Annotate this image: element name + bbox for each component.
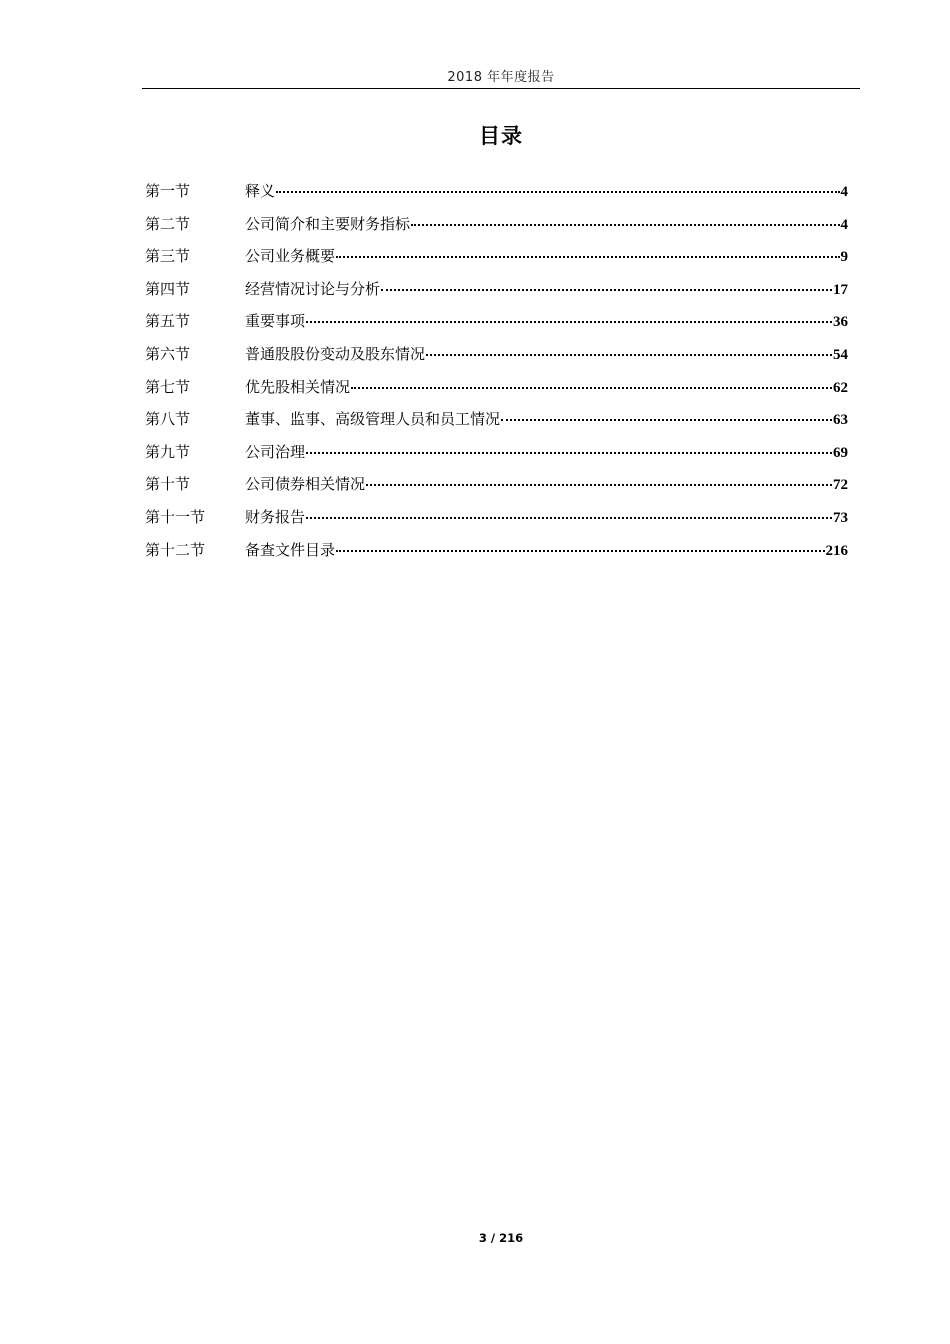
toc-page-number: 69 <box>833 444 848 461</box>
toc-section-number: 第一节 <box>145 182 191 200</box>
toc-section-title: 董事、监事、高级管理人员和员工情况 <box>245 410 501 429</box>
toc-section-title: 财务报告 <box>245 507 306 526</box>
toc-section-number: 第十二节 <box>145 540 206 559</box>
toc-dot-leader <box>501 419 832 421</box>
toc-section-number: 第七节 <box>145 377 191 396</box>
toc-entry[interactable] <box>145 441 848 474</box>
toc-entry[interactable] <box>145 310 848 343</box>
toc-list <box>145 180 848 571</box>
toc-entry[interactable] <box>145 376 848 409</box>
toc-section-number: 第六节 <box>145 344 191 363</box>
toc-section-title: 公司治理 <box>245 442 306 461</box>
toc-section-number: 第十一节 <box>145 507 206 526</box>
toc-entry[interactable] <box>145 473 848 506</box>
toc-page-number: 63 <box>833 412 848 429</box>
toc-page-number: 62 <box>833 379 848 396</box>
toc-page-number: 36 <box>833 314 848 331</box>
toc-section-number: 第四节 <box>145 279 191 298</box>
toc-page-number: 216 <box>825 542 848 559</box>
page-number-footer: 3 / 216 <box>478 1231 524 1245</box>
running-header: 2018 年年度报告 <box>447 70 555 85</box>
toc-section-title: 重要事项 <box>245 312 306 331</box>
header-divider <box>142 88 860 89</box>
toc-dot-leader <box>411 224 839 226</box>
toc-entry[interactable] <box>145 245 848 278</box>
toc-entry[interactable] <box>145 278 848 311</box>
toc-page-number: 4 <box>840 216 848 233</box>
toc-section-title: 经营情况讨论与分析 <box>245 279 381 298</box>
toc-dot-leader <box>306 321 832 323</box>
toc-dot-leader <box>336 256 839 258</box>
toc-dot-leader <box>426 354 832 356</box>
toc-title: 目录 <box>479 124 523 148</box>
toc-page-number: 17 <box>833 281 848 298</box>
toc-page-number: 54 <box>833 346 848 363</box>
toc-section-title: 普通股股份变动及股东情况 <box>245 344 426 363</box>
toc-entry[interactable] <box>145 213 848 246</box>
toc-section-number: 第二节 <box>145 214 191 233</box>
toc-dot-leader <box>381 289 832 291</box>
toc-section-title: 备查文件目录 <box>245 540 336 559</box>
toc-section-title: 公司债券相关情况 <box>245 475 366 494</box>
toc-section-title: 公司简介和主要财务指标 <box>245 214 411 233</box>
toc-page-number: 9 <box>840 249 848 266</box>
toc-dot-leader <box>351 387 832 389</box>
toc-page-number: 4 <box>840 184 848 200</box>
toc-dot-leader <box>306 452 832 454</box>
toc-entry[interactable] <box>145 506 848 539</box>
toc-entry[interactable] <box>145 408 848 441</box>
toc-entry[interactable] <box>145 180 848 213</box>
toc-section-number: 第三节 <box>145 247 191 266</box>
toc-dot-leader <box>306 517 832 519</box>
toc-entry[interactable] <box>145 539 848 572</box>
toc-dot-leader <box>366 484 832 486</box>
toc-section-number: 第五节 <box>145 312 191 331</box>
toc-section-number: 第八节 <box>145 410 191 429</box>
toc-section-number: 第九节 <box>145 442 191 461</box>
toc-section-title: 公司业务概要 <box>245 247 336 266</box>
toc-dot-leader <box>336 550 824 552</box>
toc-section-title: 释义 <box>245 182 276 200</box>
toc-section-title: 优先股相关情况 <box>245 377 351 396</box>
toc-entry[interactable] <box>145 343 848 376</box>
toc-section-number: 第十节 <box>145 475 191 494</box>
toc-page-number: 72 <box>833 477 848 494</box>
toc-dot-leader <box>276 191 839 193</box>
toc-page-number: 73 <box>833 509 848 526</box>
